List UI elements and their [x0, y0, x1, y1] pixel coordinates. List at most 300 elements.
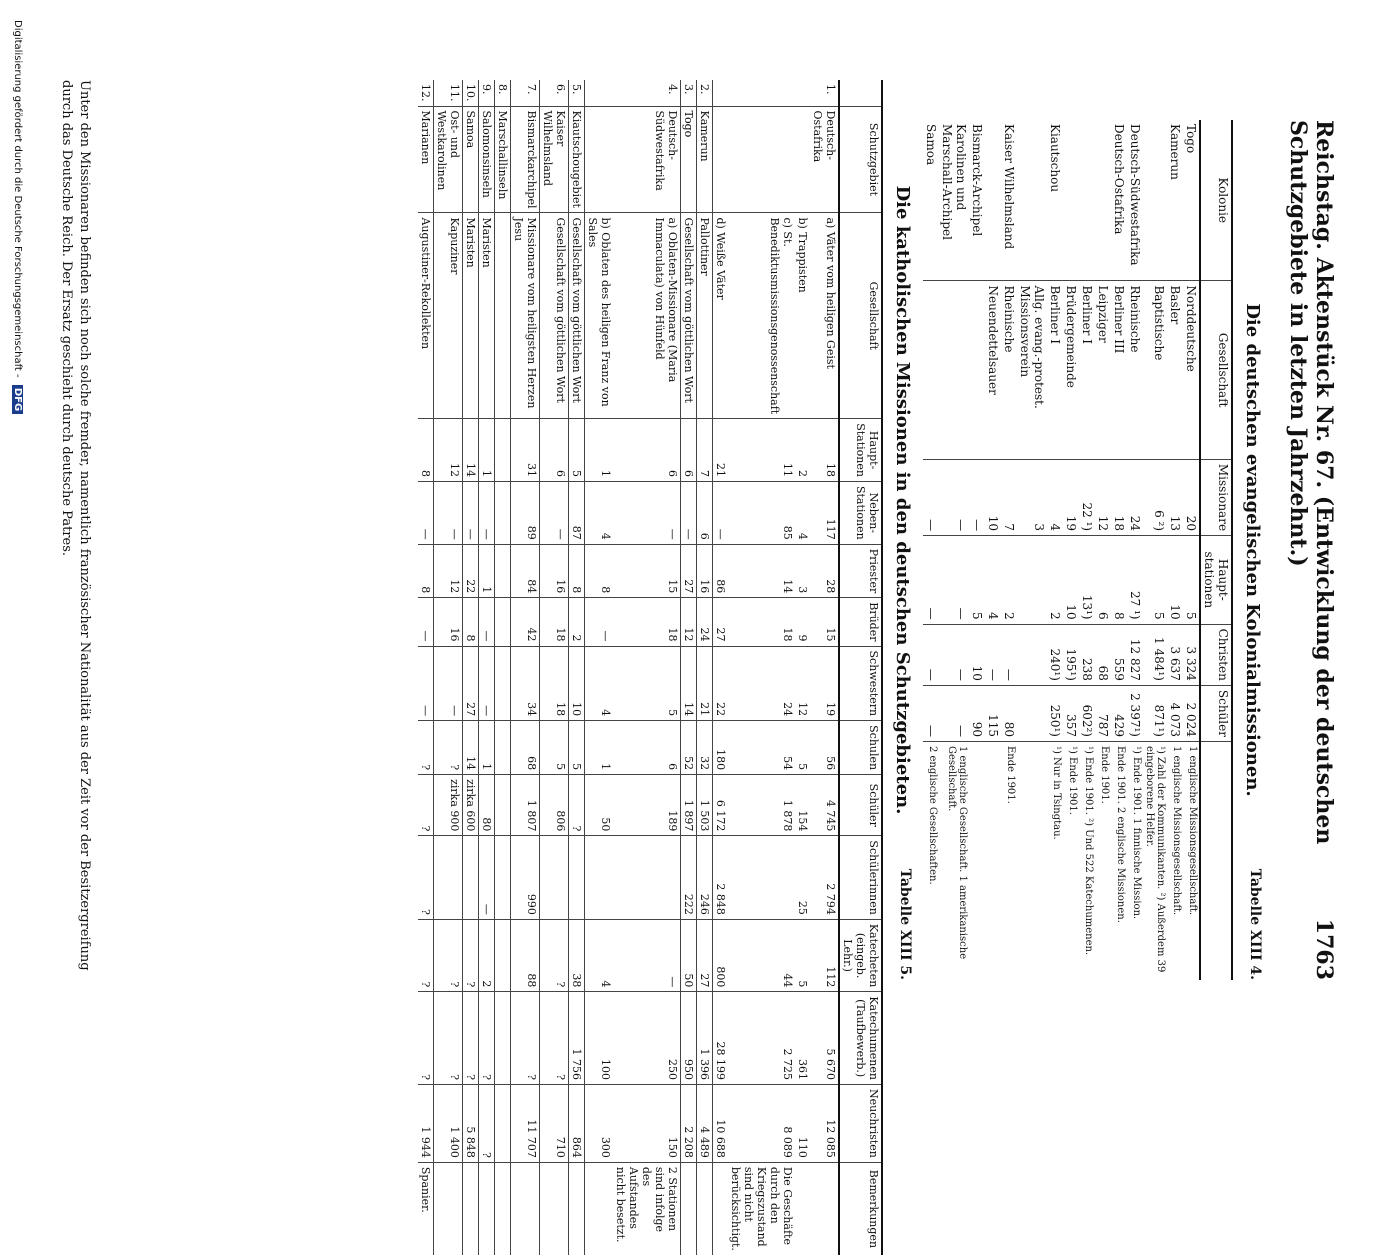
table-cell: Gesellschaft vom göttlichen Wort	[681, 213, 697, 419]
table-cell	[585, 1162, 614, 1255]
table-cell: 27 ¹)	[1127, 536, 1143, 625]
table-cell: 2	[479, 919, 495, 991]
table-cell	[969, 741, 985, 980]
table1-title: Die deutschen evangelischen Kolonialmissionen.	[1242, 303, 1263, 797]
table-cell: 7.	[511, 80, 540, 106]
table-cell	[1017, 741, 1047, 980]
table-cell: —	[479, 836, 495, 919]
table-cell: 1	[585, 721, 614, 775]
table-cell: 5	[795, 919, 810, 991]
table-cell: 5	[569, 721, 585, 775]
table-cell: 9	[795, 598, 810, 646]
table2-header-cell: Neben-Stationen	[839, 481, 882, 544]
table-cell: 1 807	[511, 775, 540, 836]
table-cell: b) Trappisten	[795, 213, 810, 419]
table-cell: Marschallinseln	[495, 106, 511, 213]
table-cell: 110	[795, 1084, 810, 1162]
table-cell: 4	[585, 481, 614, 544]
table-cell: 4	[585, 919, 614, 991]
table-cell: 3	[1017, 459, 1047, 535]
table-cell: 238	[1079, 624, 1095, 685]
table-cell: 16	[697, 544, 713, 598]
table-cell: 11	[728, 419, 795, 482]
table-cell: Gesellschaft vom göttlichen Wort	[540, 213, 569, 419]
table-cell: 6	[613, 419, 681, 482]
table-cell: 5	[613, 646, 681, 721]
table-cell: ?	[479, 992, 495, 1085]
table-cell: 871¹)	[1143, 685, 1167, 741]
table-cell: 89	[511, 481, 540, 544]
table-cell: 5	[540, 721, 569, 775]
dfg-logo: DFG	[12, 385, 23, 414]
table-cell: —	[923, 536, 939, 625]
table-cell: 5	[1143, 536, 1167, 625]
table-cell: 1 400	[434, 1084, 463, 1162]
table1-header-cell: Christen	[1200, 624, 1232, 685]
table2-header-cell: Katecheten (eingeb. Lehr.)	[839, 919, 882, 991]
table-cell	[495, 919, 511, 991]
table-cell: 6	[1095, 536, 1111, 625]
table-cell: —	[434, 481, 463, 544]
table-row	[923, 120, 939, 980]
table-cell: Basler	[1167, 281, 1183, 459]
table-row	[1127, 120, 1143, 980]
table-cell: 250¹)	[1047, 685, 1063, 741]
table-cell: 357	[1063, 685, 1079, 741]
table-cell: 8	[569, 544, 585, 598]
table-cell: 8	[418, 544, 434, 598]
table-row	[495, 80, 511, 1255]
table-cell: 800	[713, 919, 729, 991]
table-row	[969, 120, 985, 980]
table-cell: Pallottiner	[697, 213, 713, 419]
table-cell: 32	[697, 721, 713, 775]
table-cell: 14	[463, 419, 479, 482]
table-cell	[585, 80, 614, 106]
table-cell: 1 756	[569, 992, 585, 1085]
table-cell: Samoa	[463, 106, 479, 213]
table-cell: 1	[479, 721, 495, 775]
table-cell: —	[939, 685, 969, 741]
table-cell: zirka 600	[463, 775, 479, 836]
table-cell: 2 848	[713, 836, 729, 919]
table-cell: 1 396	[697, 992, 713, 1085]
table-cell: 6	[540, 419, 569, 482]
table-cell: 10	[985, 459, 1001, 535]
table-cell: 2 208	[681, 1084, 697, 1162]
table-cell: 8	[1111, 536, 1127, 625]
table-row	[418, 80, 434, 1255]
table-cell: 990	[511, 836, 540, 919]
table-cell: 27	[463, 646, 479, 721]
table-cell	[1079, 120, 1095, 281]
table-cell: —	[418, 646, 434, 721]
footnote: Unter den Missionaren befinden sich noch solche fremder, namentlich französischer Nationalität aus der Zeit vor der Besitzergreifung durch das Deutsche Reich. Der Ersatz geschieht durch deutsche Patres.	[59, 80, 92, 971]
table-cell: Kiautschou	[1048, 124, 1062, 193]
table-cell	[1017, 624, 1047, 685]
table-cell: 2	[569, 598, 585, 646]
table-cell: 1 503	[697, 775, 713, 836]
table-cell: —	[613, 481, 681, 544]
table-cell: Spanier.	[418, 1162, 434, 1255]
table-cell: Maristen	[463, 213, 479, 419]
table-cell: 18	[728, 598, 795, 646]
table-cell: —	[585, 598, 614, 646]
table-cell: 11 707	[511, 1084, 540, 1162]
table-cell: Missionare vom heiligsten Herzen Jesu	[511, 213, 540, 419]
table-cell: 27	[681, 544, 697, 598]
table-cell: ?	[434, 721, 463, 775]
digitization-note	[12, 20, 23, 414]
table-cell: 1	[479, 544, 495, 598]
table-cell: 52	[681, 721, 697, 775]
page-number: 1763	[1311, 918, 1337, 980]
table-cell: —	[479, 646, 495, 721]
table-cell: —	[479, 481, 495, 544]
table-cell: 12	[795, 646, 810, 721]
table-cell: Norddeutsche	[1183, 281, 1200, 459]
table-row	[1079, 120, 1095, 980]
table-cell: 18	[540, 646, 569, 721]
table-row	[939, 120, 969, 980]
table1-header-cell: Haupt-stationen	[1200, 536, 1232, 625]
table-cell	[495, 992, 511, 1085]
table-cell	[713, 80, 729, 106]
table-cell: 240¹)	[1047, 624, 1063, 685]
table-cell: 68	[511, 721, 540, 775]
table-cell: Kamerun	[697, 106, 713, 213]
table-cell: 22	[463, 544, 479, 598]
table-cell: 4	[1047, 459, 1063, 535]
page-header	[1285, 120, 1343, 980]
table-cell: 50	[585, 775, 614, 836]
table-cell	[795, 80, 810, 106]
table-cell: Togo	[1184, 124, 1198, 154]
table-cell: 13	[1167, 459, 1183, 535]
table-cell: 710	[540, 1084, 569, 1162]
table-cell: Kamerun	[1168, 124, 1182, 180]
table-cell: 3 324	[1183, 624, 1200, 685]
table-cell	[713, 1162, 729, 1255]
table-cell: 1 484¹)	[1143, 624, 1167, 685]
table-cell: 4 489	[697, 1084, 713, 1162]
table-cell: 950	[681, 992, 697, 1085]
table-cell: —	[923, 685, 939, 741]
table-cell: Berliner I	[1047, 281, 1063, 459]
table-cell: 112	[810, 919, 839, 991]
table2-header-cell	[839, 80, 882, 106]
table2-header-cell: Haupt-Stationen	[839, 419, 882, 482]
table-cell	[495, 721, 511, 775]
table-cell: 86	[713, 544, 729, 598]
table-cell: ¹) Ende 1901.	[1063, 741, 1079, 980]
table-cell: ?	[463, 992, 479, 1085]
table2-header-cell: Bemerkungen	[839, 1162, 882, 1255]
table-cell: 44	[728, 919, 795, 991]
table-cell	[495, 544, 511, 598]
table-cell: 15	[810, 598, 839, 646]
table-cell: Ost- und Westkarolinen	[434, 106, 463, 213]
table-cell: —	[1001, 624, 1017, 685]
table-cell	[495, 646, 511, 721]
table2-header-cell: Schülerinnen	[839, 836, 882, 919]
table-cell: 2	[1047, 536, 1063, 625]
table-cell: ?	[434, 919, 463, 991]
table-cell: Marianen	[418, 106, 434, 213]
table-cell	[463, 1162, 479, 1255]
table-cell: 19	[1063, 459, 1079, 535]
table-cell: 12 827	[1127, 624, 1143, 685]
table-cell: 4	[795, 481, 810, 544]
table-row	[1167, 120, 1183, 980]
table-cell: 2.	[697, 80, 713, 106]
table-cell: —	[613, 919, 681, 991]
table-cell: 7	[1001, 459, 1017, 535]
table-cell: 12	[681, 598, 697, 646]
table-cell: 2 024	[1183, 685, 1200, 741]
table-cell: 4	[985, 536, 1001, 625]
table-cell: 27	[713, 598, 729, 646]
table-cell: Gesellschaft vom göttlichen Wort	[569, 213, 585, 419]
table-cell	[463, 836, 479, 919]
table-cell: 189	[613, 775, 681, 836]
table-cell: 34	[511, 646, 540, 721]
table-cell	[613, 836, 681, 919]
table-row	[985, 120, 1001, 980]
table-cell: 7	[697, 419, 713, 482]
table-cell	[495, 1084, 511, 1162]
table2-header-cell: Priester	[839, 544, 882, 598]
table-cell: b) Oblaten des heiligen Franz von Sales	[585, 213, 614, 419]
table-cell: 14	[681, 646, 697, 721]
table-cell	[697, 1162, 713, 1255]
table-row	[795, 80, 810, 1255]
table-cell: Rheinische	[1127, 281, 1143, 459]
table-cell: 5	[1183, 536, 1200, 625]
table-cell: 20	[1183, 459, 1200, 535]
table-cell	[495, 481, 511, 544]
table-row	[1143, 120, 1167, 980]
table-cell: 28 199	[713, 992, 729, 1085]
table-cell: 117	[810, 481, 839, 544]
table-row	[1095, 120, 1111, 980]
table-cell: 18	[613, 598, 681, 646]
table-cell: 8	[418, 419, 434, 482]
table-cell: 12	[434, 419, 463, 482]
table-cell: 1	[585, 419, 614, 482]
table-cell: 18	[540, 598, 569, 646]
table-cell: Maristen	[479, 213, 495, 419]
table-row	[1047, 120, 1063, 980]
table2-label: Tabelle XIII 5.	[897, 868, 913, 980]
table-cell: 1 944	[418, 1084, 434, 1162]
table-cell	[969, 281, 985, 459]
table-cell	[585, 836, 614, 919]
table-cell: d) Weiße Väter	[713, 213, 729, 419]
table-cell: 3	[795, 544, 810, 598]
table2-title: Die katholischen Missionen in den deutschen Schutzgebieten.	[892, 185, 913, 815]
table-cell: 14	[728, 544, 795, 598]
table-cell: 27	[697, 919, 713, 991]
table-cell: 38	[569, 919, 585, 991]
table-cell: 1.	[810, 80, 839, 106]
table-cell: 300	[585, 1084, 614, 1162]
table-cell: Deutsch-Südwestafrika	[1128, 124, 1142, 266]
table-cell: 8 089	[728, 1084, 795, 1162]
table-cell: 222	[681, 836, 697, 919]
table-cell: ?	[569, 775, 585, 836]
table-cell: 85	[728, 481, 795, 544]
table-cell: —	[985, 624, 1001, 685]
table-cell: —	[463, 481, 479, 544]
table-cell: ?	[511, 992, 540, 1085]
table-cell: 42	[511, 598, 540, 646]
table2-header-cell: Gesellschaft	[839, 213, 882, 419]
table-row	[697, 80, 713, 1255]
table-cell: 4 073	[1167, 685, 1183, 741]
table1-header-cell: Gesellschaft	[1200, 281, 1232, 459]
table-cell: 10.	[463, 80, 479, 106]
table-cell: 150	[613, 1084, 681, 1162]
table-cell: ?	[418, 721, 434, 775]
table1-header-cell: Missionare	[1200, 459, 1232, 535]
table-cell: a) Väter vom heiligen Geist	[810, 213, 839, 419]
table-cell: 80	[479, 775, 495, 836]
table-cell: 2	[1001, 536, 1017, 625]
table-cell: Die Geschäfte durch den Kriegszustand sind nicht berücksichtigt.	[728, 1162, 795, 1255]
table-cell	[1143, 120, 1167, 281]
table-cell: 22 ¹)	[1079, 459, 1095, 535]
table-cell: 24	[728, 646, 795, 721]
table-cell	[585, 106, 614, 213]
table-cell: Togo	[681, 106, 697, 213]
table-cell	[1063, 120, 1079, 281]
table-cell	[1017, 685, 1047, 741]
table2-header-cell: Schwestern	[839, 646, 882, 721]
table-cell: ?	[540, 919, 569, 991]
table-cell: 1 englische Gesellschaft. 1 amerikanische Gesellschaft.	[939, 741, 969, 980]
table-cell: 2 794	[810, 836, 839, 919]
table-cell: 80	[1001, 685, 1017, 741]
table-cell: ¹) Zahl der Kommunikanten. ²) Außerdem 39 eingeborene Helfer.	[1143, 741, 1167, 980]
table-cell: ?	[418, 992, 434, 1085]
table-cell: 2 Stationen sind infolge des Aufstandes nicht besetzt.	[613, 1162, 681, 1255]
table-cell	[1017, 120, 1047, 281]
table-cell: 1 897	[681, 775, 697, 836]
table2-header-cell: Katechumenen (Taufbewerb.)	[839, 992, 882, 1085]
table-cell	[939, 281, 969, 459]
table-cell: ?	[418, 836, 434, 919]
table-cell: 16	[540, 544, 569, 598]
table-cell: 115	[985, 685, 1001, 741]
table-cell: Deutsch-Ostafrika	[810, 106, 839, 213]
table-cell: 87	[569, 481, 585, 544]
table-cell: Leipziger	[1095, 281, 1111, 459]
table-cell: 13¹)	[1079, 536, 1095, 625]
table-cell: —	[939, 624, 969, 685]
table-cell: a) Oblaten-Missionare (Maria Immaculata) von Hünfeld	[613, 213, 681, 419]
table2-header-cell: Neuchristen	[839, 1084, 882, 1162]
table2-header-cell: Schüler	[839, 775, 882, 836]
table-cell: —	[479, 598, 495, 646]
table-cell: ?	[463, 919, 479, 991]
table-cell: 24	[697, 598, 713, 646]
table-cell: —	[418, 598, 434, 646]
table-cell: 16	[434, 598, 463, 646]
table-cell: —	[923, 624, 939, 685]
table-cell: 361	[795, 992, 810, 1085]
table-cell: 3 637	[1167, 624, 1183, 685]
table-cell: 28	[810, 544, 839, 598]
table-cell: 10	[569, 646, 585, 721]
table-cell	[1095, 120, 1111, 281]
table-cell	[495, 775, 511, 836]
table-cell	[728, 836, 795, 919]
table-row	[713, 80, 729, 1255]
table-cell: 90	[969, 685, 985, 741]
table-cell: ¹) Ende 1901. 1 finnische Mission.	[1127, 741, 1143, 980]
table-cell: 4	[585, 646, 614, 721]
table-cell: Kapuziner	[434, 213, 463, 419]
table-cell: 559	[1111, 624, 1127, 685]
table-cell	[923, 281, 939, 459]
table1-header-cell: Schüler	[1200, 685, 1232, 741]
table-row	[463, 80, 479, 1255]
table-cell: 250	[613, 992, 681, 1085]
table-cell: ?	[479, 1084, 495, 1162]
table-cell: 180	[713, 721, 729, 775]
table-cell: 68	[1095, 624, 1111, 685]
table-cell	[985, 741, 1001, 980]
table-cell	[434, 1162, 463, 1255]
table-cell: 195¹)	[1063, 624, 1079, 685]
table-row	[1001, 120, 1017, 980]
table-cell: Deutsch-Südwestafrika	[613, 106, 681, 213]
table1-header-cell	[1200, 741, 1232, 980]
table-cell: 84	[511, 544, 540, 598]
table-cell: Baptistische	[1143, 281, 1167, 459]
table-cell	[495, 213, 511, 419]
table-cell: 15	[613, 544, 681, 598]
table-row	[585, 80, 614, 1255]
table-cell: Augustiner-Rekollekten	[418, 213, 434, 419]
table-cell: Allg. evang.-protest. Missionsverein	[1017, 281, 1047, 459]
table-cell	[728, 106, 795, 213]
table-cell: 25	[795, 836, 810, 919]
table-cell	[728, 80, 795, 106]
table-cell	[713, 106, 729, 213]
table-cell: Bismarckarchipel	[511, 106, 540, 213]
table-row	[1183, 120, 1200, 980]
table-cell: Ende 1901.	[1095, 741, 1111, 980]
table-cell: Kaiser Wilhelmsland	[1002, 124, 1016, 250]
table-row	[810, 80, 839, 1255]
table-cell: Karolinen und Marschall-Archipel	[940, 124, 968, 240]
table-cell: 18	[1111, 459, 1127, 535]
table-cell: 2 englische Gesellschaften.	[923, 741, 939, 980]
table-cell: c) St. Benediktusmissionsgenossenschaft	[728, 213, 795, 419]
table-cell: 806	[540, 775, 569, 836]
table-cell: 8	[585, 544, 614, 598]
table-cell: 12 085	[810, 1084, 839, 1162]
table-cell	[511, 1162, 540, 1255]
table-cell: 8.	[495, 80, 511, 106]
table-cell: 602²)	[1079, 685, 1095, 741]
table-cell: ¹) Nur in Tsingtau.	[1047, 741, 1063, 980]
table-cell	[434, 836, 463, 919]
table-cell: —	[939, 536, 969, 625]
table-cell: 21	[713, 419, 729, 482]
